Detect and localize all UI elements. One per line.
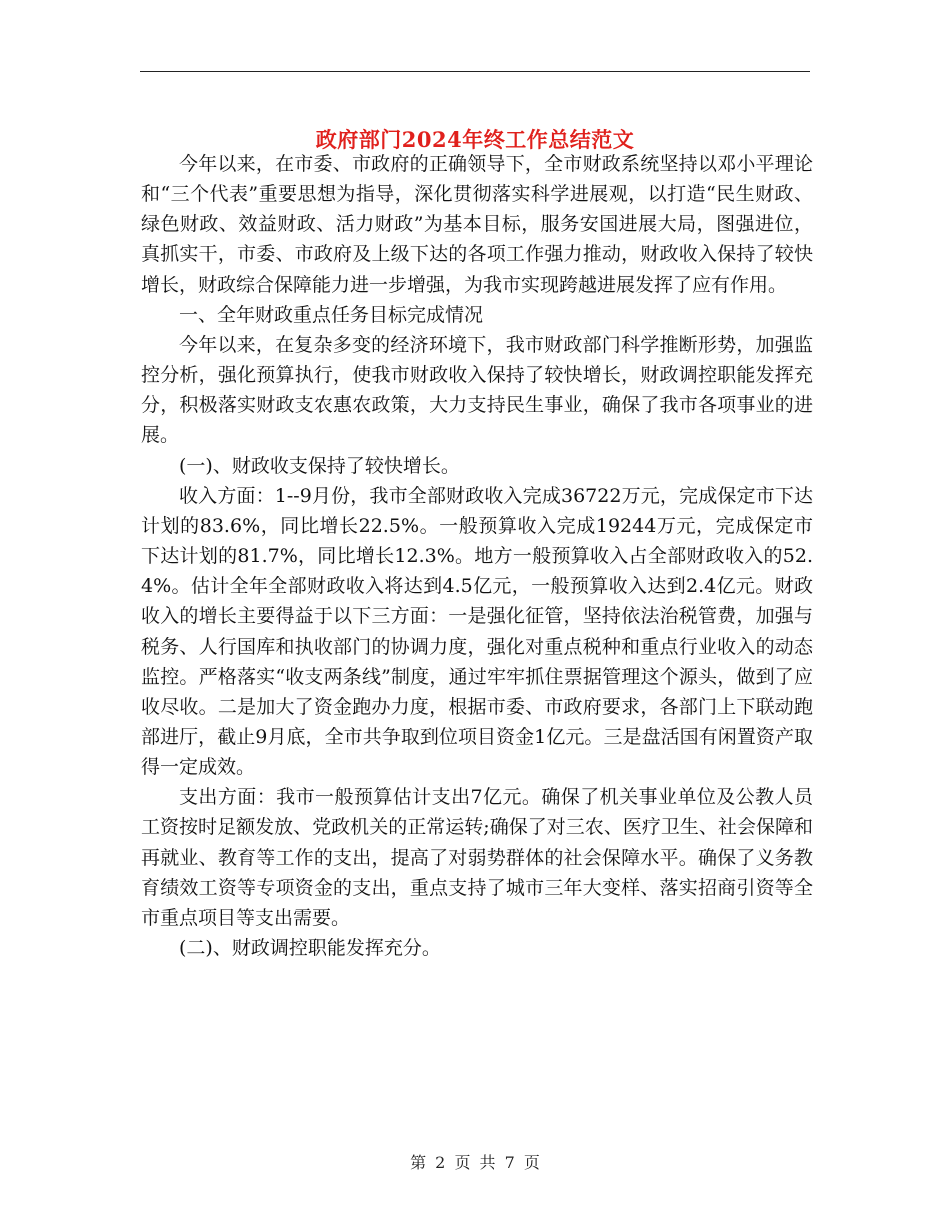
page-number-footer: 第 2 页 共 7 页 <box>410 1153 540 1172</box>
section-heading-1: 一、全年财政重点任务目标完成情况 <box>179 303 484 326</box>
header-rule <box>140 71 810 72</box>
paragraph-intro: 今年以来，在市委、市政府的正确领导下，全市财政系统坚持以邓小平理论和“三个代表”重要思想为指导，深化贯彻落实科学进展观，以打造“民生财政、绿色财政、效益财政、活力财政”为基本目标，服务安国进展大局，图强进位，真抓实干，市委、市政府及上级下达的各项工作强力推动，财政收入保持了较快增长，财政综合保障能力进一步增强，为我市实现跨越进展发挥了应有作用。 <box>141 153 813 296</box>
document-body <box>141 149 813 963</box>
paragraph-overview: 今年以来，在复杂多变的经济环境下，我市财政部门科学推断形势，加强监控分析，强化预算执行，使我市财政收入保持了较快增长，财政调控职能发挥充分，积极落实财政支农惠农政策，大力支持民生事业，确保了我市各项事业的进展。 <box>141 333 813 447</box>
paragraph-expenditure: 支出方面：我市一般预算估计支出7亿元。确保了机关事业单位及公教人员工资按时足额发放、党政机关的正常运转;确保了对三农、医疗卫生、社会保障和再就业、教育等工作的支出，提高了对弱势群体的社会保障水平。确保了义务教育绩效工资等专项资金的支出，重点支持了城市三年大变样、落实招商引资等全市重点项目等支出需要。 <box>141 786 813 929</box>
subsection-heading-1: (一)、财政收支保持了较快增长。 <box>179 454 460 477</box>
document-title: 政府部门2024年终工作总结范文 <box>315 127 635 153</box>
subsection-heading-2: (二)、财政调控职能发挥充分。 <box>179 937 441 960</box>
paragraph-revenue: 收入方面：1--9月份，我市全部财政收入完成36722万元，完成保定市下达计划的83.6%，同比增长22.5%。一般预算收入完成19244万元，完成保定市下达计划的81.7%，同比增长12.3%。地方一般预算收入占全部财政收入的52.4%。估计全年全部财政收入将达到4.5亿元，一般预算收入达到2.4亿元。财政收入的增长主要得益于以下三方面：一是强化征管，坚持依法治税管费，加强与税务、人行国库和执收部门的协调力度，强化对重点税种和重点行业收入的动态监控。严格落实“收支两条线”制度，通过牢牢抓住票据管理这个源头，做到了应收尽收。二是加大了资金跑办力度，根据市委、市政府要求，各部门上下联动跑部进厅，截止9月底，全市共争取到位项目资金1亿元。三是盘活国有闲置资产取得一定成效。 <box>141 484 813 779</box>
